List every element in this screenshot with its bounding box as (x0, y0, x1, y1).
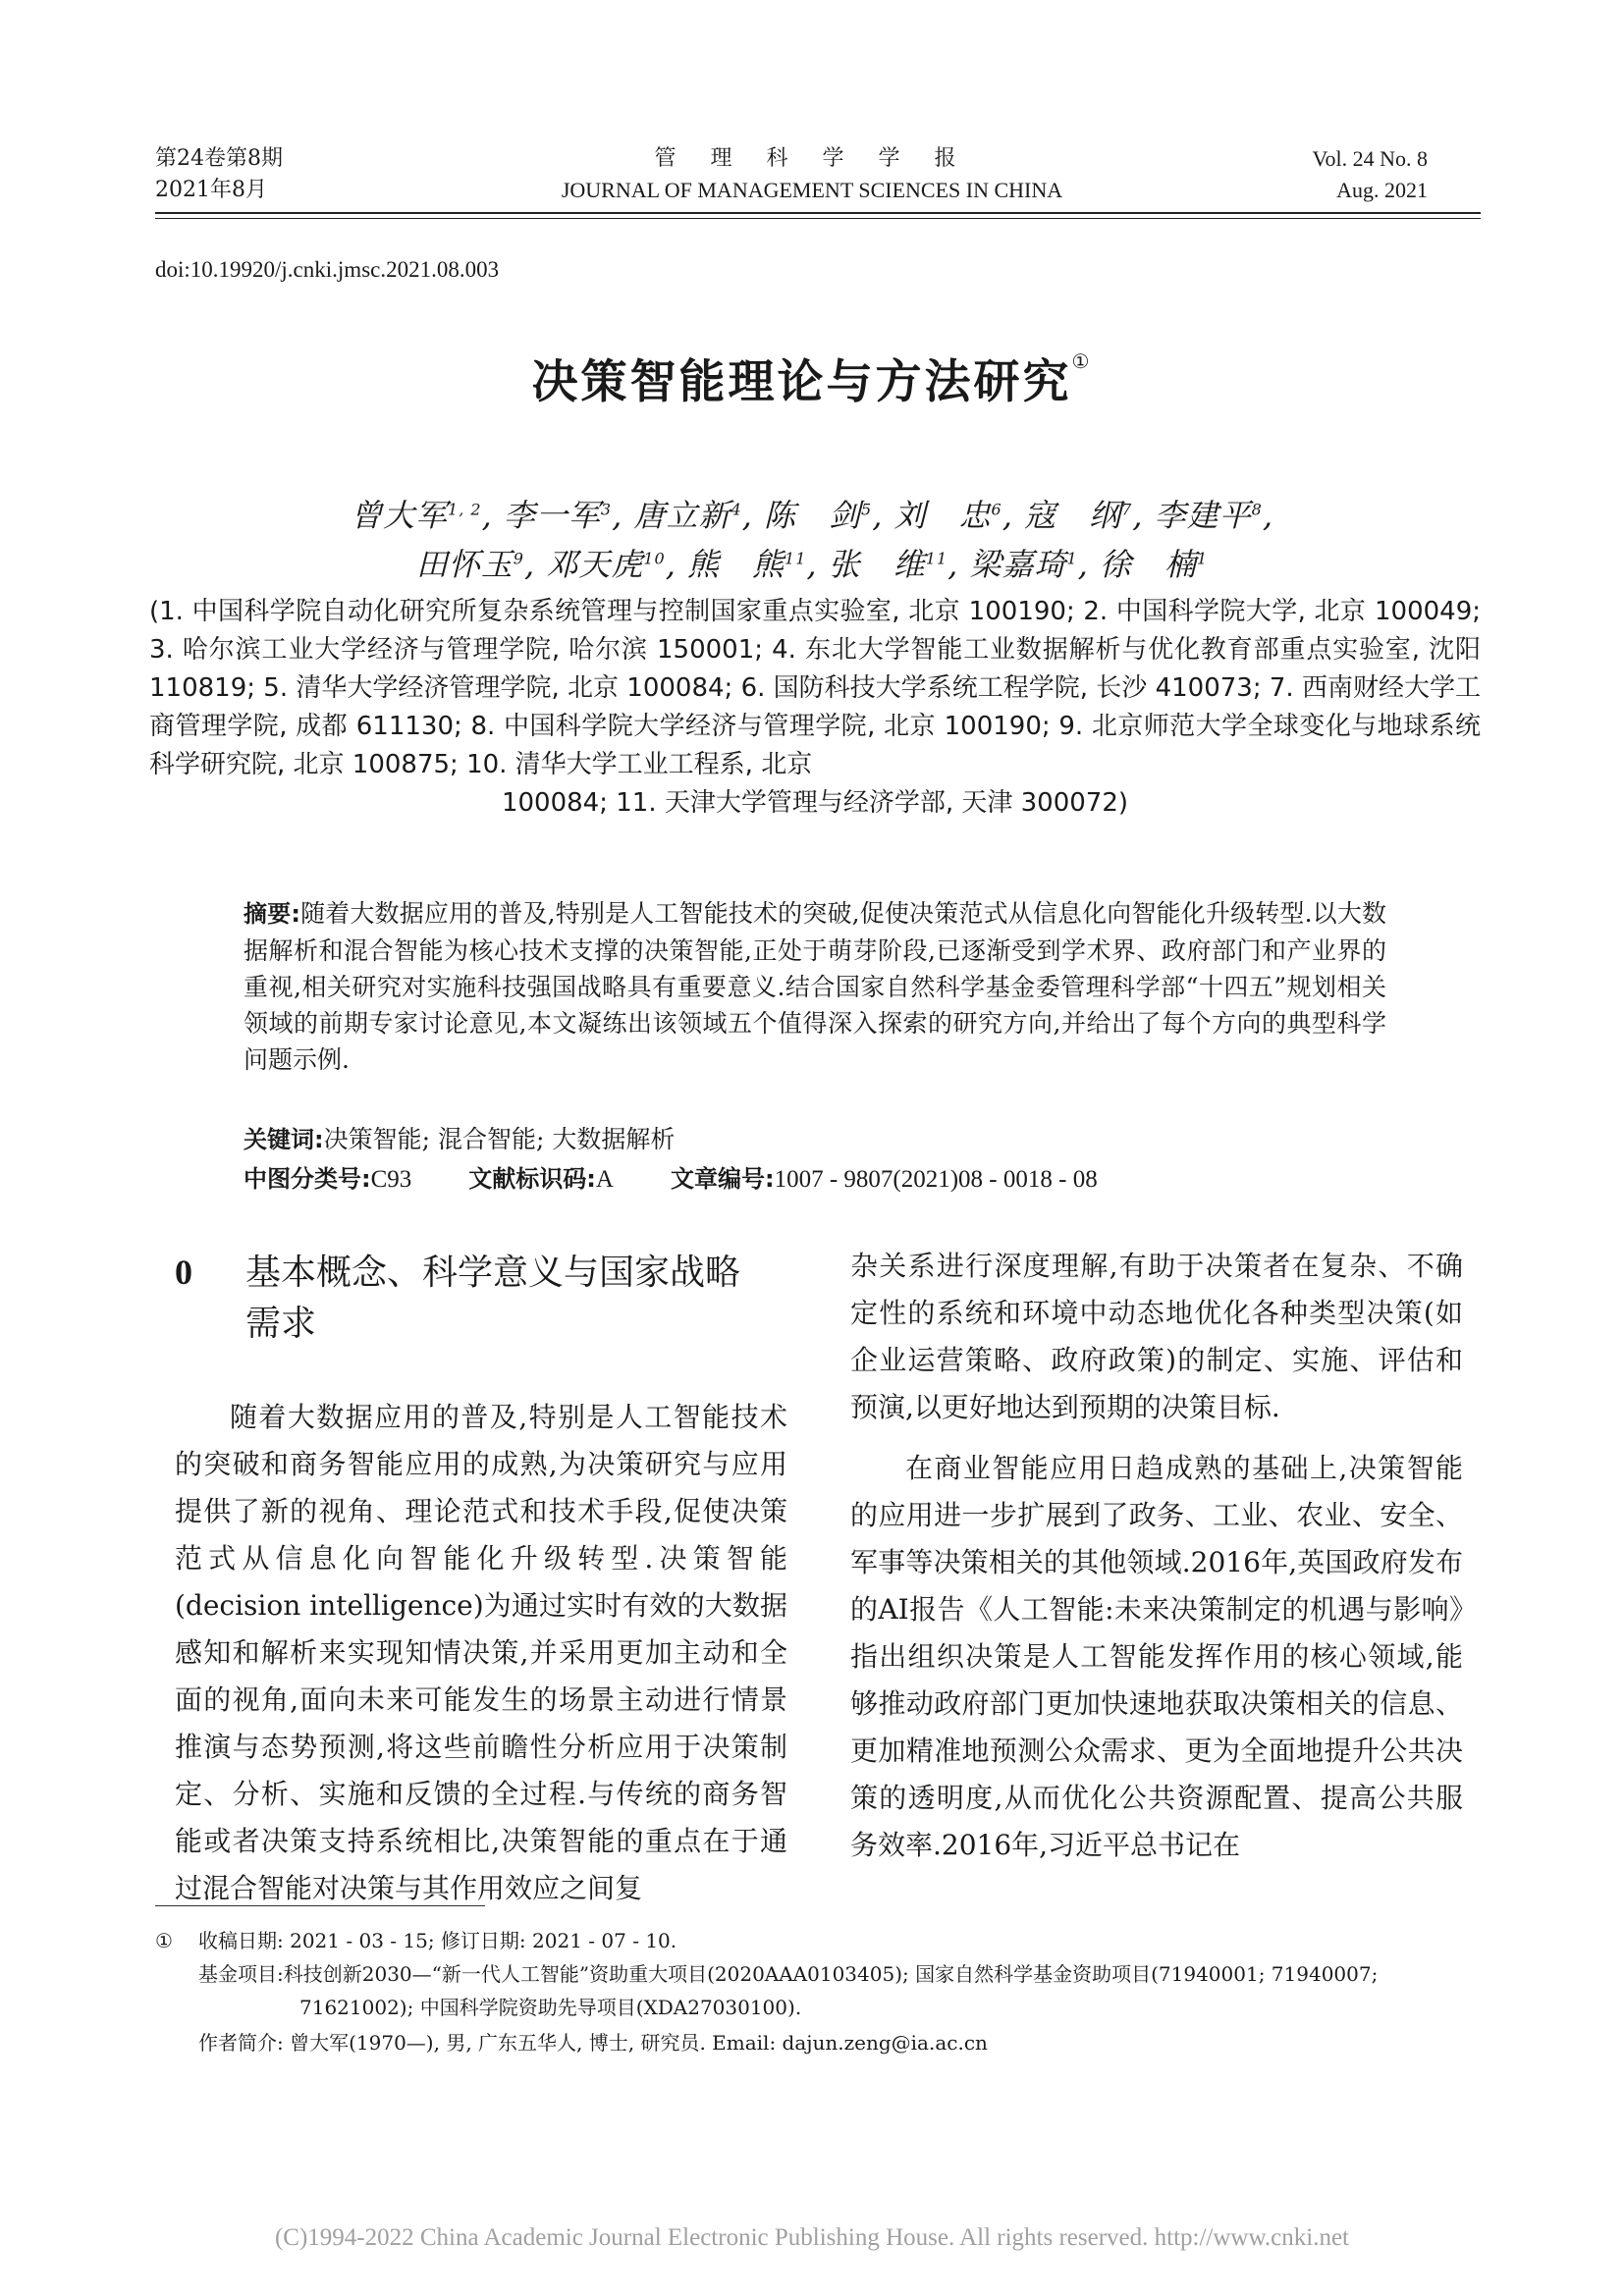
author (894, 497, 1002, 534)
footnote-rule (155, 1905, 485, 1906)
section-title-line1: 基本概念、科学意义与国家战略 (245, 1253, 741, 1293)
author (1155, 497, 1263, 534)
issue-volume-cn: 第24卷第8期 (155, 146, 283, 171)
issue-volume-en: Vol. 24 No. 8 (1312, 146, 1428, 171)
doi: doi:10.19920/j.cnki.jmsc.2021.08.003 (155, 257, 500, 282)
author-line-2: 田怀玉$^9$, 邓天虎$^{10}$, 熊 熊$^{11}$, 张 维$^{11}$, 梁嘉琦$^1$, 徐 楠$^1$ (415, 546, 1209, 583)
author (546, 546, 665, 583)
author-affiliation-ref: 10 (643, 549, 666, 568)
author-affiliation-ref: 11 (785, 549, 807, 568)
body-right-column (850, 1243, 1463, 1869)
author-affiliation-ref: 5 (861, 500, 873, 519)
body-paragraph: 杂关系进行深度理解,有助于决策者在复杂、不确定性的系统和环境中动态地优化各种类型决策(如企业运营策略、政府政策)的制定、实施、评估和预演,以更好地达到预期的决策目标. (850, 1250, 1463, 1423)
author-line-1: 曾大军$^{1, 2}$, 李一军$^3$, 唐立新$^4$, 陈 剑$^5$, 刘 忠$^6$, 寇 纲$^7$, 李建平$^8$, (351, 497, 1273, 534)
author-name: 邓天虎 (546, 546, 644, 583)
copyright-footer: (C)1994-2022 China Academic Journal Electronic Publishing House. All rights reserved. http://www.cnki.net (274, 2224, 1350, 2251)
funding-text: 科技创新2030—“新一代人工智能”资助重大项目(2020AAA0103405); 国家自然科学基金资助项目(71940001; 71940007; (283, 1962, 1379, 1986)
issue-date-cn: 2021年8月 (155, 178, 267, 202)
author (1100, 546, 1208, 583)
abstract (244, 895, 1386, 1078)
author-affiliation-ref: 6 (991, 500, 1002, 519)
affiliations-last: 100084; 11. 天津大学管理与经济学部, 天津 300072) (501, 788, 1129, 818)
body-paragraph: 在商业智能应用日趋成熟的基础上,决策智能的应用进一步扩展到了政务、工业、农业、安全、军事等决策相关的其他领域.2016年,英国政府发布的AI报告《人工智能:未来决策制定的机遇与影响》指出组织决策是人工智能发挥作用的核心领域,能够推动政府部门更加快速地获取决策相关的信息、更加精准地预测公众需求、更为全面地提升公共决策的透明度,从而优化公共资源配置、提高公共服务效率.2016年,习近平总书记在 (850, 1452, 1463, 1861)
author-affiliation-ref: 3 (600, 500, 613, 519)
section-number: 0 (175, 1253, 192, 1292)
author (829, 546, 947, 583)
footnote-funding (198, 1957, 1481, 2024)
author-name: 熊 熊 (687, 546, 785, 583)
body-left-column (175, 1394, 787, 1912)
author-name: 陈 剑 (763, 497, 861, 534)
journal-issue-en (1312, 143, 1428, 206)
author-name: 田怀玉 (415, 546, 514, 583)
header-rule-thick (155, 212, 1481, 214)
affiliations (149, 593, 1481, 823)
author-affiliation-ref: 1, 2 (448, 500, 482, 519)
author-name: 刘 忠 (893, 497, 992, 534)
article-number-label: 文章编号: (670, 1165, 775, 1193)
clc-value: C93 (370, 1166, 412, 1193)
author-name: 曾大军 (351, 497, 449, 534)
funding-text-cont: 71621002); 中国科学院资助先导项目(XDA27030100). (299, 1996, 802, 2019)
abstract-label: 摘要: (244, 900, 300, 928)
article-number-value: 1007 - 9807(2021)08 - 0018 - 08 (774, 1166, 1098, 1193)
classification (244, 1160, 1386, 1198)
clc-label: 中图分类号: (244, 1165, 371, 1193)
author (687, 546, 806, 583)
journal-name-cn: 管 理 科 学 学 报 (654, 146, 970, 171)
title-footnote-mark: ① (1071, 349, 1093, 373)
journal-name-en: JOURNAL OF MANAGEMENT SCIENCES IN CHINA (561, 178, 1063, 202)
author-affiliation-ref: 8 (1251, 500, 1263, 519)
author-name: 李一军 (503, 497, 601, 534)
section-heading (175, 1247, 740, 1350)
author (969, 546, 1077, 583)
abstract-text: 随着大数据应用的普及,特别是人工智能技术的突破,促使决策范式从信息化向智能化升级转型.以大数据解析和混合智能为核心技术支撑的决策智能,正处于萌芽阶段,已逐渐受到学术界、政府部门和产业界的重视,相关研究对实施科技强国战略具有重要意义.结合国家自然科学基金委管理科学部“十四五”规划相关领域的前期专家讨论意见,本文凝练出该领域五个值得深入探索的研究方向,并给出了每个方向的典型科学问题示例. (244, 899, 1386, 1074)
received-dates: 收稿日期: 2021 - 03 - 15; 修订日期: 2021 - 07 - 10. (198, 1929, 677, 1952)
author (764, 497, 872, 534)
section-title-line2: 需求 (245, 1304, 317, 1344)
author (416, 546, 524, 583)
author-name: 徐 楠 (1100, 546, 1198, 583)
author (1024, 497, 1132, 534)
doc-code-value: A (595, 1166, 614, 1193)
paper-title-text: 决策智能理论与方法研究 (531, 355, 1072, 409)
funding-label: 基金项目: (198, 1962, 284, 1986)
paper-title (0, 346, 1624, 411)
author-affiliation-ref: 7 (1121, 500, 1133, 519)
footnote-received (155, 1924, 677, 1957)
author-affiliation-ref: 1 (1066, 549, 1078, 568)
author (633, 497, 741, 534)
body-paragraph: 随着大数据应用的普及,特别是人工智能技术的突破和商务智能应用的成熟,为决策研究与应用提供了新的视角、理论范式和技术手段,促使决策范式从信息化向智能化升级转型.决策智能(decision intelligence)为通过实时有效的大数据感知和解析来实现知情决策,并采用更加主动和全面的视角,面向未来可能发生的场景主动进行情景推演与态势预测,将这些前瞻性分析应用于决策制定、分析、实施和反馈的全过程.与传统的商务智能或者决策支持系统相比,决策智能的重点在于通过混合智能对决策与其作用效应之间复 (175, 1401, 787, 1904)
author-name: 寇 纲 (1024, 497, 1122, 534)
author-affiliation-ref: 1 (1197, 549, 1209, 568)
author (504, 497, 612, 534)
footnote-author-bio: 作者简介: 曾大军(1970—), 男, 广东五华人, 博士, 研究员. Email: dajun.zeng@ia.ac.cn (198, 2031, 988, 2055)
author-name: 唐立新 (633, 497, 731, 534)
keywords (244, 1121, 1386, 1158)
author-name: 张 维 (828, 546, 926, 583)
author-name: 梁嘉琦 (969, 546, 1067, 583)
footnote-mark: ① (155, 1929, 173, 1952)
affiliations-main: (1. 中国科学院自动化研究所复杂系统管理与控制国家重点实验室, 北京 100190; 2. 中国科学院大学, 北京 100049; 3. 哈尔滨工业大学经济与管理学院, 哈尔滨 150001; 4. 东北大学智能工业数据解析与优化教育部重点实验室, 沈阳 110819; 5. 清华大学经济管理学院, 北京 100084; 6. 国防科技大学系统工程学院, 长沙 410073; 7. 西南财经大学工商管理学院, 成都 611130; 8. 中国科学院大学经济与管理学院, 北京 100190; 9. 北京师范大学全球变化与地球系统科学研究院, 北京 100875; 10. 清华大学工业工程系, 北京 (149, 597, 1481, 779)
keywords-text: 决策智能; 混合智能; 大数据解析 (323, 1125, 676, 1153)
author-affiliation-ref: 4 (731, 500, 742, 519)
author-name: 李建平 (1154, 497, 1252, 534)
keywords-label: 关键词: (244, 1126, 324, 1153)
issue-date-en: Aug. 2021 (1336, 178, 1428, 202)
header-rule-thin (155, 218, 1481, 219)
author (351, 497, 482, 534)
doc-code-label: 文献标识码: (468, 1165, 596, 1193)
author-affiliation-ref: 11 (925, 549, 948, 568)
author-affiliation-ref: 9 (513, 549, 524, 568)
